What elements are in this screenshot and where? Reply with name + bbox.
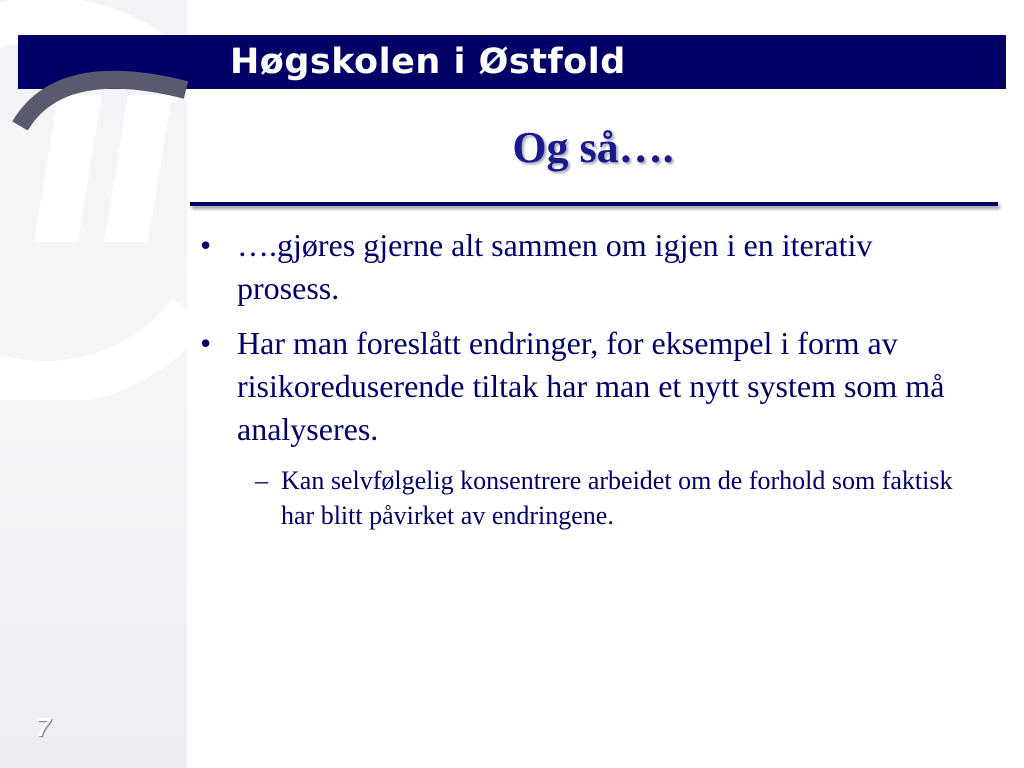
bullet-text: Har man foreslått endringer, for eksempel i form av risikoreduserende tiltak har man et nytt system som må analyseres.	[237, 325, 945, 447]
bullet-marker: •	[200, 325, 212, 361]
title-divider	[190, 202, 998, 206]
sub-bullet-text: Kan selvfølgelig konsentrere arbeidet om de forhold som faktisk har blitt påvirket av endringene.	[281, 466, 953, 530]
slide-title: Og så….	[512, 123, 674, 172]
bullet-marker: •	[200, 227, 212, 263]
sub-bullet-item	[195, 463, 955, 533]
bullet-item	[195, 224, 955, 310]
bullet-text: ….gjøres gjerne alt sammen om igjen i en iterativ prosess.	[237, 227, 873, 306]
logo-swoosh-icon	[0, 0, 200, 130]
slide-number: 7	[36, 712, 51, 742]
institution-name: Høgskolen i Østfold	[230, 42, 626, 82]
slide-body	[195, 224, 955, 533]
sub-bullet-marker: –	[255, 466, 268, 495]
bullet-item	[195, 322, 955, 451]
